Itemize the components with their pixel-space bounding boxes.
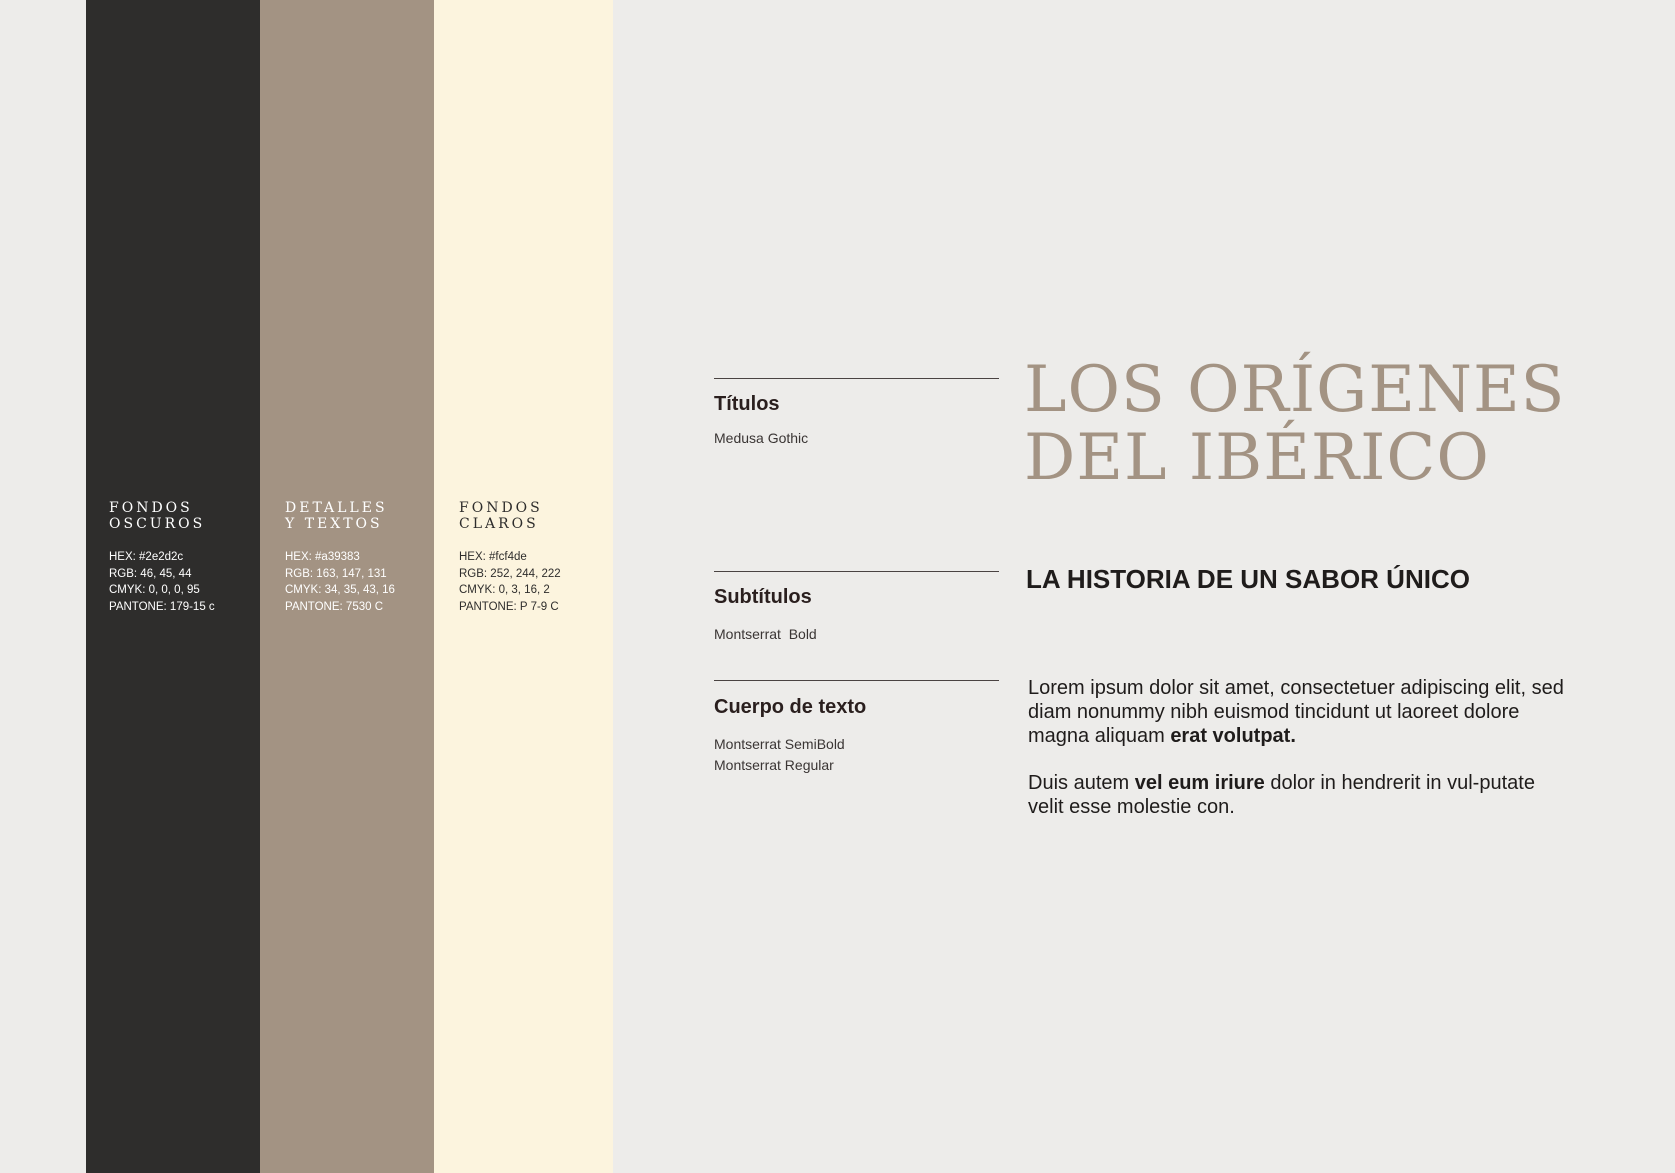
sample-title xyxy=(1024,353,1566,495)
paragraph-1-bold: erat volutpat. xyxy=(1170,725,1296,747)
divider-subtitles xyxy=(714,571,999,572)
divider-titles xyxy=(714,378,999,379)
typography-titles-label: Títulos xyxy=(714,393,780,415)
swatch-dark-backgrounds xyxy=(86,0,260,1173)
typography-titles-font: Medusa Gothic xyxy=(714,430,809,446)
paragraph-2-regular-2: dolor in hendrerit in vul-putate velit esse molestie con. xyxy=(1028,772,1535,818)
swatch-specs xyxy=(459,549,561,615)
swatch-cmyk: CMYK: 0, 3, 16, 2 xyxy=(459,584,550,596)
paragraph-2-bold: vel eum iriure xyxy=(1134,772,1265,794)
swatch-title: FONDOS OSCUROS xyxy=(109,500,206,532)
swatch-specs xyxy=(285,549,395,615)
typography-body-font-1: Montserrat SemiBold xyxy=(714,736,845,752)
typography-subtitles-font: Montserrat Bold xyxy=(714,626,817,642)
swatch-hex: HEX: #a39383 xyxy=(285,551,360,563)
sample-title-line-2: DEL IBÉRICO xyxy=(1024,421,1490,495)
typography-subtitles-label: Subtítulos xyxy=(714,586,812,608)
swatch-title: FONDOS CLAROS xyxy=(459,500,543,532)
sample-subtitle: LA HISTORIA DE UN SABOR ÚNICO xyxy=(1026,564,1470,594)
typography-body-font-2: Montserrat Regular xyxy=(714,757,834,773)
sample-body-paragraph-2 xyxy=(1028,771,1568,819)
swatch-pantone: PANTONE: 7530 C xyxy=(285,600,384,613)
swatch-rgb: RGB: 252, 244, 222 xyxy=(459,567,561,580)
sample-body-paragraph-1 xyxy=(1028,676,1568,748)
typography-body-label: Cuerpo de texto xyxy=(714,696,867,718)
swatch-specs xyxy=(109,549,215,615)
swatch-hex: HEX: #2e2d2c xyxy=(109,551,184,563)
swatch-details-texts xyxy=(260,0,434,1173)
sample-title-line-1: LOS ORÍGENES xyxy=(1024,353,1566,427)
swatch-title: DETALLES Y TEXTOS xyxy=(285,500,388,532)
swatch-rgb: RGB: 163, 147, 131 xyxy=(285,567,387,580)
swatch-hex: HEX: #fcf4de xyxy=(459,551,527,563)
swatch-pantone: PANTONE: P 7-9 C xyxy=(459,600,559,613)
swatch-cmyk: CMYK: 34, 35, 43, 16 xyxy=(285,584,395,596)
divider-body xyxy=(714,680,999,681)
swatch-rgb: RGB: 46, 45, 44 xyxy=(109,567,192,580)
swatch-light-backgrounds xyxy=(434,0,613,1173)
swatch-cmyk: CMYK: 0, 0, 0, 95 xyxy=(109,584,200,596)
paragraph-1-regular: Lorem ipsum dolor sit amet, consectetuer adipiscing elit, sed diam nonummy nibh euismod tincidunt ut laoreet dolore magna aliquam xyxy=(1028,677,1564,747)
paragraph-2-regular-1: Duis autem xyxy=(1028,772,1135,794)
swatch-pantone: PANTONE: 179-15 c xyxy=(109,600,215,613)
